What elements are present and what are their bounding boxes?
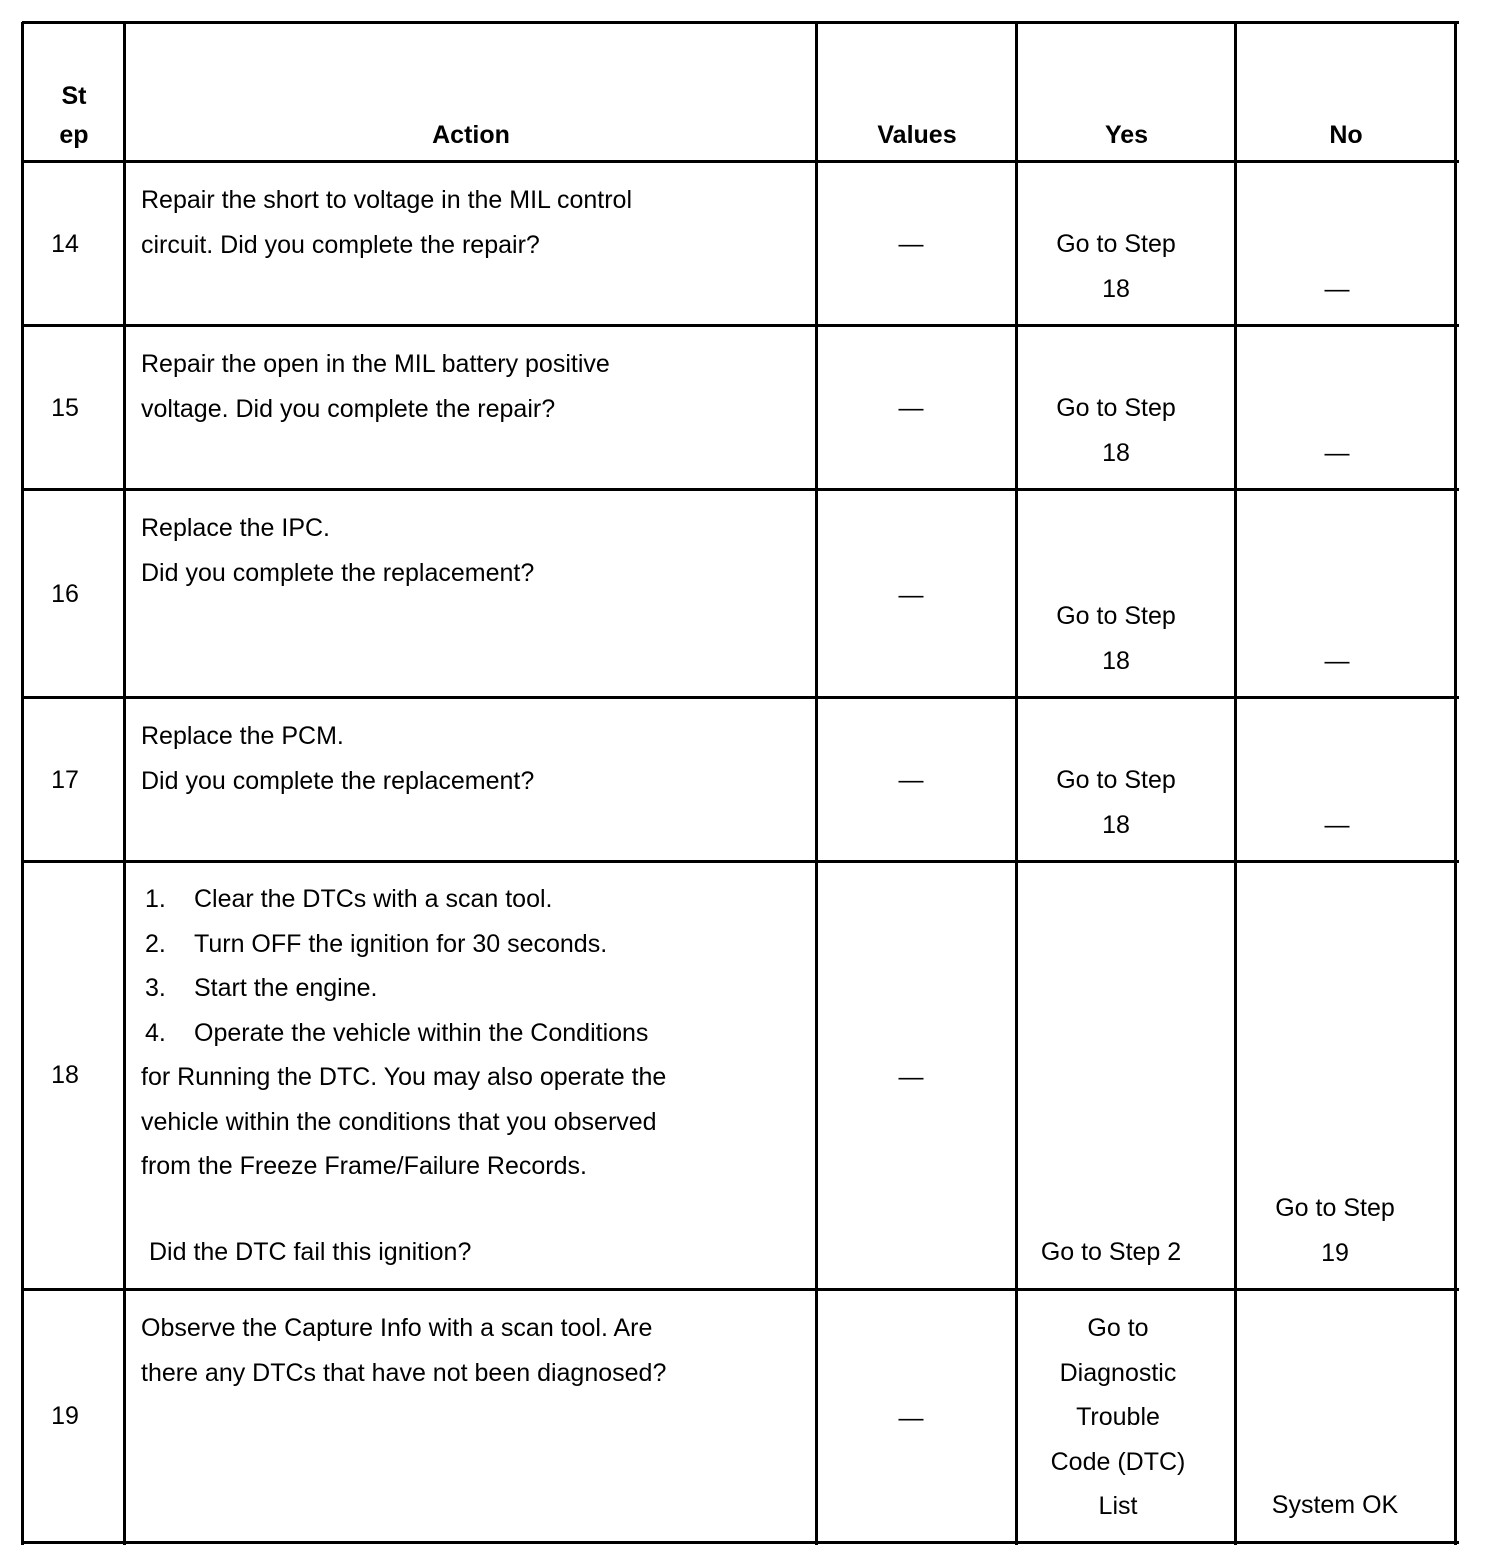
values-cell: — (898, 1063, 924, 1091)
yes-line: Go to Step (1056, 230, 1176, 258)
yes-line: 18 (1102, 438, 1130, 467)
no-cell: System OK (1271, 1491, 1399, 1519)
action-question: Did the DTC fail this ignition? (149, 1238, 472, 1266)
values-cell: — (898, 230, 924, 258)
list-text: Turn OFF the ignition for 30 seconds. (194, 929, 608, 958)
list-number: 4. (145, 1018, 166, 1047)
header-action: Action (432, 121, 510, 149)
yes-cell (1018, 594, 1214, 683)
no-line: Go to Step (1275, 1194, 1395, 1222)
step-number: 14 (51, 230, 79, 258)
yes-cell (1018, 1306, 1218, 1529)
step-number: 19 (51, 1402, 79, 1430)
action-line: Observe the Capture Info with a scan tool. Are (141, 1314, 653, 1342)
values-cell: — (898, 581, 924, 609)
list-item (141, 1011, 666, 1056)
action-line: Did you complete the replacement? (141, 558, 535, 587)
table-border-right (1454, 22, 1457, 1545)
yes-line: Diagnostic (1059, 1358, 1177, 1387)
yes-cell (1018, 222, 1214, 311)
no-cell (1237, 1186, 1433, 1275)
action-line: circuit. Did you complete the repair? (141, 230, 540, 259)
yes-line: 18 (1102, 274, 1130, 303)
no-cell: — (1324, 275, 1350, 303)
values-cell: — (898, 766, 924, 794)
column-divider (815, 22, 818, 1545)
action-text (141, 178, 632, 267)
yes-line: Trouble (1076, 1403, 1160, 1431)
action-line: voltage. Did you complete the repair? (141, 394, 556, 423)
no-cell: — (1324, 811, 1350, 839)
yes-line: Go to (1087, 1314, 1149, 1342)
list-text: Clear the DTCs with a scan tool. (194, 885, 553, 913)
action-text (141, 714, 534, 803)
header-step (24, 77, 124, 155)
action-line: vehicle within the conditions that you observed (141, 1107, 657, 1136)
list-text: Operate the vehicle within the Conditions (194, 1018, 649, 1047)
action-line: there any DTCs that have not been diagnosed? (141, 1358, 667, 1387)
action-line: Replace the PCM. (141, 722, 344, 750)
header-no: No (1329, 121, 1363, 149)
step-number: 16 (51, 580, 79, 608)
column-divider (1234, 22, 1237, 1545)
yes-line: 18 (1102, 810, 1130, 839)
table-border-bottom (22, 1541, 1459, 1544)
list-item (141, 877, 666, 922)
no-cell: — (1324, 439, 1350, 467)
no-cell: — (1324, 647, 1350, 675)
header-divider (22, 160, 1459, 163)
action-line: Replace the IPC. (141, 514, 330, 542)
yes-line: List (1098, 1492, 1138, 1520)
yes-line: Go to Step (1056, 766, 1176, 794)
values-cell: — (898, 1404, 924, 1432)
values-cell: — (898, 394, 924, 422)
step-number: 18 (51, 1061, 79, 1089)
yes-cell (1018, 386, 1214, 475)
list-text: Start the engine. (194, 974, 378, 1002)
row-divider (22, 696, 1459, 699)
list-item (141, 966, 666, 1011)
header-yes: Yes (1104, 121, 1149, 149)
header-step-line2: ep (59, 121, 89, 149)
list-number: 1. (145, 885, 166, 913)
action-line: Did you complete the replacement? (141, 766, 535, 795)
row-divider (22, 1288, 1459, 1291)
action-text (141, 1306, 666, 1395)
yes-line: Go to Step (1056, 602, 1176, 630)
action-line: from the Freeze Frame/Failure Records. (141, 1152, 587, 1180)
list-number: 2. (145, 929, 166, 958)
action-line: Repair the open in the MIL battery positive (141, 350, 610, 378)
action-text (141, 342, 610, 431)
no-line: 19 (1321, 1238, 1349, 1267)
step-number: 17 (51, 766, 79, 794)
row-divider (22, 860, 1459, 863)
list-item (141, 922, 666, 967)
yes-line: Code (DTC) (1050, 1447, 1186, 1476)
list-number: 3. (145, 974, 166, 1002)
step-number: 15 (51, 394, 79, 422)
action-text (141, 506, 534, 595)
action-list (141, 877, 666, 1189)
table-border-top (22, 21, 1459, 24)
row-divider (22, 488, 1459, 491)
header-values: Values (877, 121, 957, 149)
yes-line: Go to Step (1056, 394, 1176, 422)
yes-cell: Go to Step 2 (1040, 1238, 1182, 1266)
yes-line: 18 (1102, 646, 1130, 675)
action-line: Repair the short to voltage in the MIL control (141, 186, 633, 214)
row-divider (22, 324, 1459, 327)
header-step-line1: St (61, 82, 87, 110)
yes-cell (1018, 758, 1214, 847)
column-divider (123, 22, 126, 1545)
action-line: for Running the DTC. You may also operate the (141, 1063, 667, 1091)
